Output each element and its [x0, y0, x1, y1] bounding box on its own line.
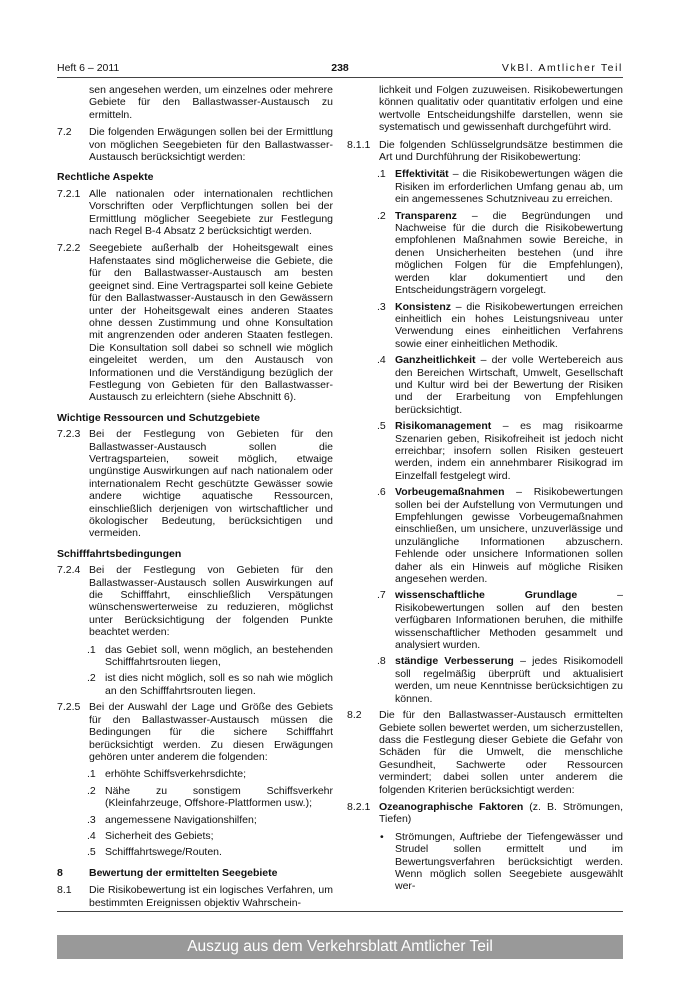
paragraph-7-2-3	[57, 428, 333, 540]
item-text: – jedes Risikomodell soll regelmäßig überprüft und aktualisiert werden, um neue Kenntnisse berücksichtigen zu können.	[395, 655, 623, 705]
section-number: 8	[57, 866, 63, 879]
continuation-text: sen angesehen werden, um einzelnes oder mehrere Gebiete für den Ballastwasser-Austausch zu ermitteln.	[89, 84, 333, 121]
item-text: erhöhte Schiffsverkehrsdichte;	[105, 768, 247, 781]
paragraph-text: Bei der Festlegung von Gebieten für den Ballastwasser-Austausch sollen die Vertragsparteien, soweit möglich, etwaige ungünstige Auswirkungen auf nach nationalem oder internationalem Recht geschützte Gewässer sowie andere wichtige aquatische Ressourcen, einschließlich derjenigen von wirtschaftlicher und ökologischer Bedeutung, berücksichtigen und vermeiden.	[89, 428, 333, 540]
item-number: .3	[87, 813, 96, 826]
paragraph-number: 7.2.2	[57, 242, 81, 255]
footer-banner: Auszug aus dem Verkehrsblatt Amtlicher Teil	[57, 935, 623, 959]
item-term: Konsistenz	[395, 300, 452, 313]
list-item	[57, 672, 333, 697]
list-item	[57, 846, 333, 858]
list-item	[57, 814, 333, 826]
item-text: – die Begründungen und Nachweise für die durch die Risikobewertung empfohlenen Maßnahmen sowie Bereiche, in denen Unsicherheiten bestehen (und ihre möglichen Folgen für die Empfehlungen), werden klar dokumentiert und den Entscheidungsträgern vorgelegt.	[395, 209, 623, 297]
paragraph-8-2-1	[347, 801, 623, 826]
principle-item	[347, 589, 623, 651]
item-text: – die Risikobewertungen erreichen einheitlich ein hohes Leistungsniveau unter Verwendung eines einheitlichen Verfahrens sowie einer einheitlichen Methodik.	[395, 300, 623, 350]
section-heading-recht: Rechtliche Aspekte	[57, 171, 154, 184]
item-text: – der volle Wertebereich aus den Bereichen Wirtschaft, Umwelt, Gesellschaft und Kultur wird bei der Bewertung der Risiken und der Erarbeitung von Empfehlungen berücksichtigt.	[395, 354, 623, 416]
item-text: Sicherheit des Gebiets;	[105, 829, 214, 842]
item-text: – Risikobewertungen sollen auf den besten verfügbaren Informationen beruhen, die mithilfe wissenschaftlicher Methoden gesammelt und analysiert wurden.	[395, 589, 623, 652]
paragraph-text: Die Risikobewertung ist ein logisches Verfahren, um bestimmten Ereignissen objektiv Wahrschein-	[89, 884, 333, 909]
bullet-text: Strömungen, Auftriebe der Tiefengewässer und Strudel sollen ermittelt und im Bewertungsverfahren berücksichtigt werden. Wenn möglich sollen Seegebiete ausgewählt wer-	[395, 830, 623, 893]
list-item	[57, 768, 333, 780]
item-number: .4	[377, 354, 386, 367]
principle-item	[347, 486, 623, 585]
item-text: – Risikobewertungen sollen bei der Aufstellung von Vermutungen und Empfehlungen gewisse Vorbeugemaßnahmen einschließen, um unsichere, unzuverlässige und unzulängliche Informationen abzuschern. Fehlende oder unsichere Informationen sollen daher als ein Hinweis auf mögliche Risiken angesehen werden.	[395, 486, 623, 586]
item-number: .2	[377, 209, 386, 222]
paragraph-8-1	[57, 884, 333, 909]
paragraph-number: 7.2	[57, 126, 72, 139]
item-number: .8	[377, 655, 386, 668]
item-number: .5	[377, 420, 386, 433]
paragraph-term: Ozeanographische Faktoren	[379, 800, 524, 813]
item-term: wissenschaftliche Grundlage	[395, 589, 578, 602]
item-number: .7	[377, 589, 386, 602]
page-number: 238	[331, 62, 349, 74]
item-number: .2	[87, 672, 96, 685]
item-number: .1	[377, 168, 386, 181]
item-text: – die Risikobewertungen wägen die Risiken im erforderlichen Umfang genau ab, um ein angemessenes Schutzniveau zu erreichen.	[395, 168, 623, 206]
item-term: Transparenz	[395, 209, 457, 222]
paragraph-number: 8.1.1	[347, 138, 371, 151]
paragraph-7-2-2	[57, 242, 333, 403]
item-text: Schifffahrtswege/Routen.	[105, 846, 222, 859]
footer-rule	[57, 911, 623, 912]
item-text: angemessene Navigationshilfen;	[105, 813, 257, 826]
paragraph-number: 7.2.1	[57, 187, 81, 200]
item-text: ist dies nicht möglich, soll es so nah wie möglich an den Schifffahrtsrouten liegen.	[105, 672, 333, 697]
paragraph-text: Die folgenden Schlüsselgrundsätze bestimmen die Art und Durchführung der Risikobewertung:	[379, 138, 623, 164]
paragraph-number: 8.1	[57, 884, 72, 897]
paragraph-text: Die folgenden Erwägungen sollen bei der Ermittlung von möglichen Seegebieten für den Ballastwasser-Austausch berücksichtigt werden:	[89, 126, 333, 164]
item-text: Nähe zu sonstigem Schiffsverkehr (Kleinfahrzeuge, Offshore-Plattformen usw.);	[105, 784, 333, 810]
principle-item	[347, 420, 623, 482]
continuation-text: lichkeit und Folgen zuzuweisen. Risikobewertungen können qualitativ oder quantitativ erfolgen und eine wertvolle Entscheidungshilfe darstellen, wenn sie systematisch und gewissenhaft durchgeführt wird.	[379, 84, 623, 134]
item-text: das Gebiet soll, wenn möglich, an bestehenden Schifffahrtsrouten liegen,	[105, 643, 333, 669]
paragraph-7-2-4	[57, 564, 333, 638]
item-term: Risikomanagement	[395, 420, 492, 433]
item-term: Ganzheitlichkeit	[395, 354, 476, 367]
principle-item	[347, 210, 623, 297]
paragraph-number: 8.2	[347, 709, 362, 722]
principle-item	[347, 301, 623, 351]
paragraph-number: 8.2.1	[347, 800, 371, 813]
bullet-icon: •	[380, 830, 384, 843]
publication-label: VkBl. Amtlicher Teil	[501, 62, 623, 74]
left-column	[57, 84, 333, 914]
paragraph-text: Bei der Festlegung von Gebieten für den Ballastwasser-Austausch sollen Auswirkungen auf die Schifffahrt, einschließlich Verspätungen wünschenswerterweise zu reduzieren, möglichst unter Berücksichtigung der folgenden Punkte beachtet werden:	[89, 564, 333, 639]
item-number: .1	[87, 768, 96, 781]
paragraph-text: Die für den Ballastwasser-Austausch ermittelten Gebiete sollen bewertet werden, um sicherzustellen, dass die Festlegung dieser Gebiete die Gefahr von Schäden für die Umwelt, die menschliche Gesundheit, Sachwerte oder Ressourcen vermindert; dabei sollen unter anderem die folgenden Kriterien berücksichtigt werden:	[379, 709, 623, 796]
paragraph-8-2	[347, 709, 623, 796]
header-rule	[57, 77, 623, 78]
section-title: Bewertung der ermittelten Seegebiete	[89, 866, 278, 879]
paragraph-number: 7.2.3	[57, 428, 81, 441]
item-number: .4	[87, 829, 96, 842]
item-number: .6	[377, 486, 386, 499]
item-term: Effektivität	[395, 168, 449, 181]
principle-item	[347, 655, 623, 705]
list-item	[57, 830, 333, 842]
section-8-heading	[57, 867, 333, 879]
paragraph-text: Seegebiete außerhalb der Hoheitsgewalt eines Hafenstaates sind möglicherweise die Gebiete, die für den Ballastwasser-Austausch am besten geeignet sind. Eine Vertragspartei soll keine Gebiete für den Ballastwasser-Austausch in den Gewässern unter der Hoheitsgewalt eines anderen Staates ohne dessen Zustimmung und ohne Konsultation mit angrenzenden oder anderen Staaten festlegen. Die Konsultation soll dabei so schnell wie möglich eingeleitet werden, um den Austausch von Informationen und die Verständigung bezüglich der Festlegung von Gebieten für den Ballastwasser-Austausch zu erleichtern (siehe Abschnitt 6).	[89, 242, 333, 404]
item-term: ständige Verbesserung	[395, 655, 514, 668]
paragraph-text: (z. B. Strömungen, Tiefen)	[379, 800, 623, 826]
issue-label: Heft 6 – 2011	[57, 62, 120, 74]
list-item	[57, 785, 333, 810]
item-number: .5	[87, 846, 96, 859]
item-number: .1	[87, 643, 96, 656]
bullet-item	[347, 831, 623, 893]
principle-item	[347, 354, 623, 416]
paragraph-7-2-1	[57, 188, 333, 238]
paragraph-text: Bei der Auswahl der Lage und Größe des Gebiets für den Ballastwasser-Austausch müssen die Bedingungen für die sichere Schifffahrt berücksichtigt werden. Zu diesen Erwägungen gehören unter anderem die folgenden:	[89, 701, 333, 763]
paragraph-7-2-5	[57, 701, 333, 763]
section-heading-ressourcen: Wichtige Ressourcen und Schutzgebiete	[57, 411, 260, 424]
paragraph-text: Alle nationalen oder internationalen rechtlichen Vorschriften oder Verpflichtungen sollen bei der Ermittlung möglicher Seegebiete zur Festlegung nach Regel B-4 Absatz 2 berücksichtigt werden.	[89, 187, 333, 238]
paragraph-8-1-1	[347, 139, 623, 164]
paragraph-number: 7.2.4	[57, 564, 81, 577]
item-text: – es mag risikoarme Szenarien geben, Risikofreiheit ist jedoch nicht erreichbar; insofern sollen Risiken gesteuert werden, indem ein annehmbarer Risikograd im Einzelfall festgelegt wird.	[395, 420, 623, 482]
paragraph-number: 7.2.5	[57, 701, 81, 714]
item-number: .2	[87, 784, 96, 797]
list-item	[57, 644, 333, 669]
section-heading-schifffahrt: Schifffahrtsbedingungen	[57, 547, 182, 560]
page-header	[57, 62, 623, 76]
item-term: Vorbeugemaßnahmen	[395, 486, 505, 499]
right-column	[347, 84, 623, 897]
principle-item	[347, 168, 623, 205]
item-number: .3	[377, 300, 386, 313]
paragraph-7-2	[57, 126, 333, 163]
